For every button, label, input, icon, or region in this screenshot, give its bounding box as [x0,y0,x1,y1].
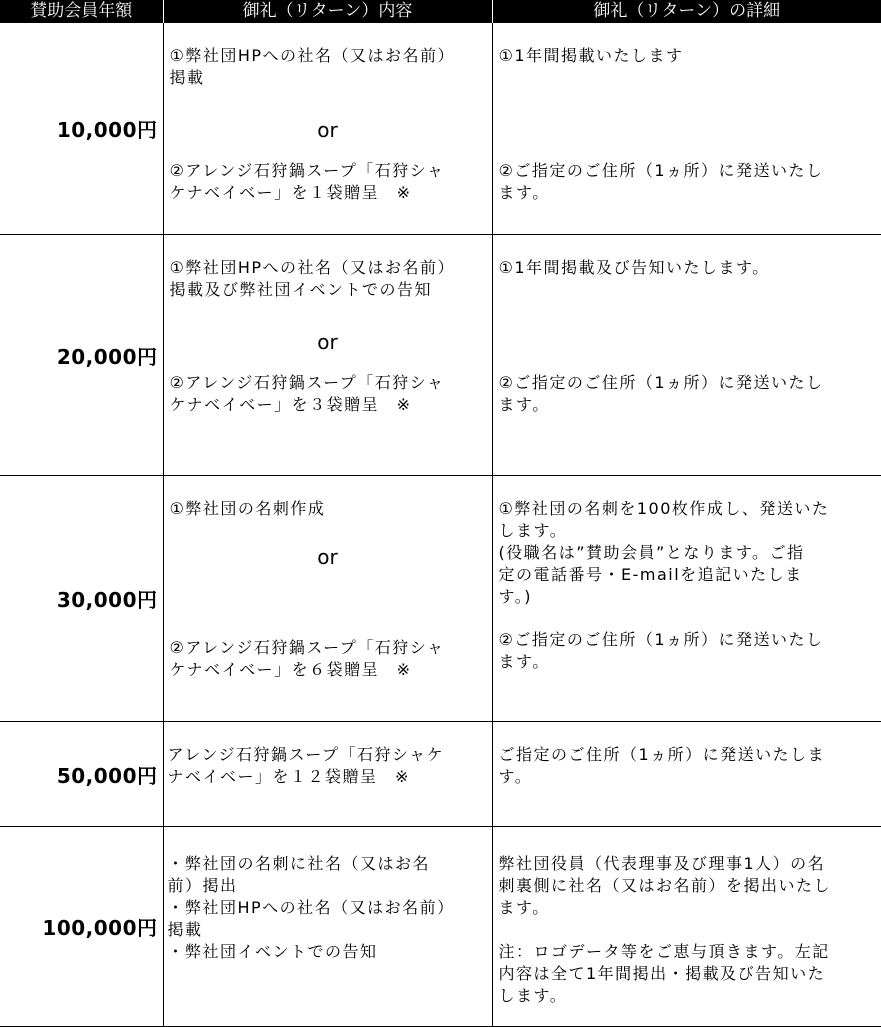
table-row [0,476,881,722]
return-option-1: ①弊社団HPへの社名（又はお名前） 掲載及び弊社団イベントでの告知 [169,258,456,299]
detail-cell [492,235,881,476]
return-cell [163,476,492,722]
amount-cell: 50,000円 [0,722,163,827]
amount-cell: 10,000円 [0,23,163,235]
detail-1: ①1年間掲載いたします [498,46,684,65]
detail-2: ②ご指定のご住所（1ヵ所）に発送いたし ます。 [498,630,824,671]
return-option-1: ①弊社団の名刺作成 [169,499,326,518]
or-separator: or [317,330,338,354]
return-option-2: ②アレンジ石狩鍋スープ「石狩シャ ケナベイベー」を６袋贈呈 ※ [169,638,445,679]
detail-1: 弊社団役員（代表理事及び理事1人）の名 刺裏側に社名（又はお名前）を掲出いたし ます。 [498,854,832,917]
detail-2: ②ご指定のご住所（1ヵ所）に発送いたし ます。 [498,373,824,414]
detail-cell [492,476,881,722]
amount-cell: 100,000円 [0,827,163,1027]
header-row [0,0,881,23]
return-cell [163,827,492,1027]
header-return: 御礼（リターン）内容 [163,0,492,23]
amount-cell: 20,000円 [0,235,163,476]
or-separator: or [317,118,338,142]
detail-2: ②ご指定のご住所（1ヵ所）に発送いたし ます。 [498,161,824,202]
table-row [0,235,881,476]
detail-1: ①弊社団の名刺を100枚作成し、発送いた します。 (役職名は”賛助会員”となります。ご指 定の電話番号・E-mailを追記いたしま す。) [498,499,830,606]
or-separator: or [317,545,338,569]
table-row [0,722,881,827]
return-cell [163,722,492,827]
return-option-2: ②アレンジ石狩鍋スープ「石狩シャ ケナベイベー」を３袋贈呈 ※ [169,373,445,414]
return-cell [163,235,492,476]
return-option: アレンジ石狩鍋スープ「石狩シャケ ナベイベー」を１２袋贈呈 ※ [167,745,445,786]
amount-cell: 30,000円 [0,476,163,722]
detail-1: ①1年間掲載及び告知いたします。 [498,258,770,277]
table-row [0,23,881,235]
return-cell [163,23,492,235]
detail: ご指定のご住所（1ヵ所）に発送いたしま す。 [498,745,826,786]
detail-cell [492,23,881,235]
return-option-2: ②アレンジ石狩鍋スープ「石狩シャ ケナベイベー」を１袋贈呈 ※ [169,161,445,202]
header-detail: 御礼（リターン）の詳細 [492,0,881,23]
detail-cell [492,827,881,1027]
detail-2: 注：ロゴデータ等をご恵与頂きます。左記 内容は全て1年間掲出・掲載及び告知いた します。 [498,942,830,1005]
table-row [0,827,881,1027]
header-amount: 賛助会員年額 [0,0,163,23]
return-option-1: ①弊社団HPへの社名（又はお名前） 掲載 [169,46,456,87]
detail-cell [492,722,881,827]
return-list: ・弊社団の名刺に社名（又はお名 前）掲出 ・弊社団HPへの社名（又はお名前） 掲載 ・弊社団イベントでの告知 [167,854,455,961]
